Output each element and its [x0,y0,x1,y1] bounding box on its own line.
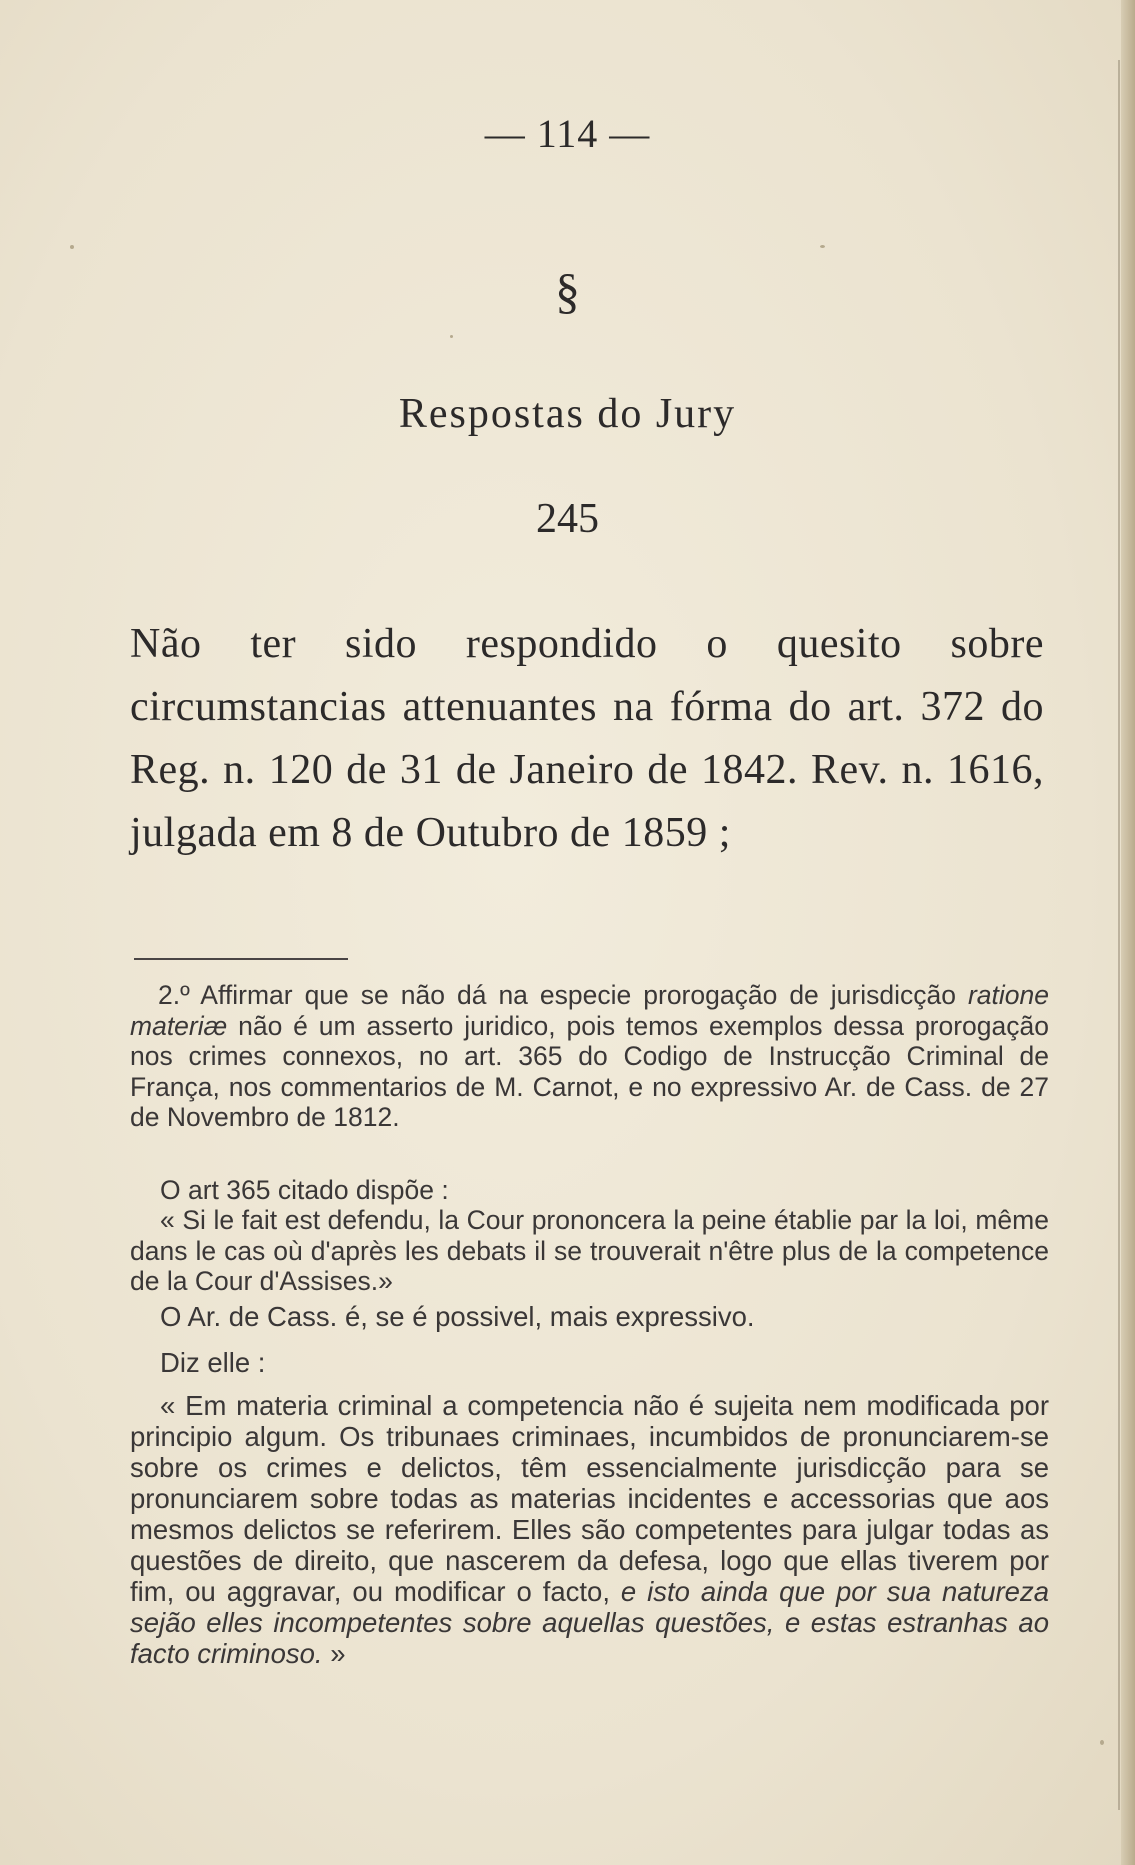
page-binding-line [1118,60,1120,1810]
footnote-paragraph: O art 365 citado dispõe : [160,1175,449,1205]
page-number: — 114 — [484,111,651,156]
footnote-rule [134,958,348,960]
quote-italic: e isto ainda que por sua natureza sejão elles incompetentes sobre aquellas questões, e estas estranhas ao facto criminoso. [130,1576,1049,1669]
footnote-paragraph: Diz elle : [160,1347,266,1378]
paper-speck [450,335,453,338]
main-paragraph: Não ter sido respondido o quesito sobre circumstancias attenuantes na fórma do art. 372 do Reg. n. 120 de 31 de Janeiro de 1842. Rev. n. 1616, julgada em 8 de Outubro de 1859 ; [130,621,1044,856]
footnote-text: não é um asserto juridico, pois temos exemplos dessa prorogação nos crimes connexos, no art. 365 do Codigo de Instrucção Criminal de França, nos commentarios de M. Carnot, e no expressivo Ar. de Cass. de 27 de Novembro de 1812. [130,1010,1049,1132]
paper-speck [820,245,825,248]
cassation-quote [130,1390,1049,1669]
footnote-paragraph: O Ar. de Cass. é, se é possivel, mais expressivo. [160,1301,755,1332]
footnote-italic: ratione materiæ [130,980,1049,1041]
section-mark: § [555,263,580,319]
quote-text: » [322,1638,346,1669]
quote-text: « Em materia criminal a competencia não é sujeita nem modificada por principio algum. Os tribunaes criminaes, incumbidos de pronunciarem-se sobre os crimes e delictos, têm essencialmente jurisdicção para se pronunciarem sobre todas as materias incidentes e accessorias que aos mesmos delictos se referirem. Elles são competentes para julgar todas as questões de direito, que nascerem da defesa, logo que ellas tiverem por fim, ou aggravar, ou modificar o facto, [130,1390,1049,1607]
paper-speck [1100,1740,1104,1745]
item-number: 245 [536,496,599,542]
french-quote: « Si le fait est defendu, la Cour prononcera la peine établie par la loi, même dans le cas où d'après les debats il se trouverait n'être plus de la competence de la Cour d'Assises.» [130,1205,1049,1296]
footnote-paragraph [130,980,1049,1133]
paper-speck [70,245,74,249]
section-title: Respostas do Jury [398,391,737,437]
footnote-text: 2.º Affirmar que se não dá na especie prorogação de jurisdicção [158,980,968,1010]
